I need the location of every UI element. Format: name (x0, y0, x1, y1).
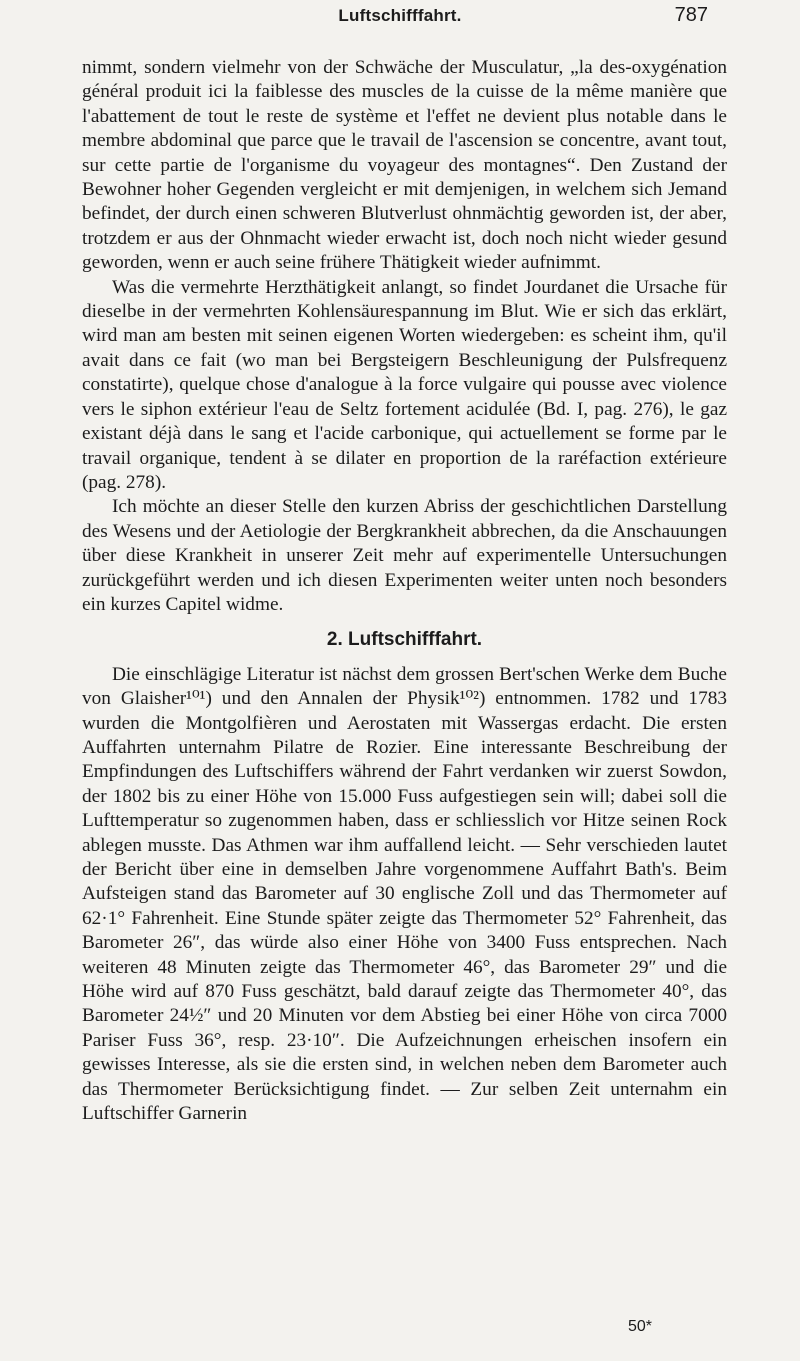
signature-mark: 50* (628, 1318, 653, 1335)
paragraph-abriss: Ich möchte an dieser Stelle den kurzen Abriss der geschichtlichen Darstellung des Wesens und der Aetiologie der Bergkrankheit abbrechen, da die Anschauungen über diese Krankheit in unserer Zeit mehr auf experimentelle Untersuchungen zurückgeführt werden und ich diesen Experimenten weiter unten noch besonders ein kurzes Capitel widme. (82, 496, 727, 615)
page-number: 787 (674, 4, 708, 26)
paragraph-jourdanet: Was die vermehrte Herzthätigkeit anlangt, so findet Jourdanet die Ursache für dieselbe in der vermehrten Kohlensäurespannung im Blut. Wie er sich das erklärt, wird man am besten mit seinen eigenen Worten wiedergeben: es scheint ihm, qu'il avait dans ce fait (wo man bei Bergsteigern Beschleunigung der Pulsfrequenz constatirte), quelque chose d'analogue à la force vulgaire qui pousse avec violence vers le siphon extérieur l'eau de Seltz fortement acidulée (Bd. I, pag. 276), le gaz existant déjà dans le sang et l'acide carbonique, qui actuellement se forme par le travail organique, tendent à se dilater en proportion de la raréfaction extérieure (pag. 278). (82, 276, 727, 493)
paragraph-continuation: nimmt, sondern vielmehr von der Schwäche der Musculatur, „la des-oxygénation général produit ici la faiblesse des muscles de la cuisse de la même manière que l'abattement de tout le reste de système et l'effet ne devient plus notable dans le membre abdominal que parce que le travail de l'ascension se concentre, avant tout, sur cette partie de l'organisme du voyageur des montagnes“. Den Zustand der Bewohner hoher Gegenden vergleicht er mit demjenigen, in welchem sich Jemand befindet, der durch einen schweren Blutverlust ohnmächtig geworden ist, der aber, trotzdem er aus der Ohnmacht wieder erwacht ist, doch noch nicht wieder gesund geworden, wenn er auch seine frühere Thätigkeit wieder aufnimmt. (82, 57, 727, 274)
running-title: Luftschifffahrt. (338, 6, 462, 25)
section-heading: 2. Luftschifffahrt. (326, 629, 483, 651)
paragraph-literatur: Die einschlägige Literatur ist nächst dem grossen Bert'schen Werke dem Buche von Glaisher¹⁰¹) und den Annalen der Physik¹⁰²) entnommen. 1782 und 1783 wurden die Montgolfièren und Aerostaten mit Wassergas erdacht. Die ersten Auffahrten unternahm Pilatre de Rozier. Eine interessante Beschreibung der Empfindungen des Luftschiffers während der Fahrt verdanken wir zuerst Sowdon, der 1802 bis zu einer Höhe von 15.000 Fuss aufgestiegen sein will; dabei soll die Lufttemperatur so zugenommen haben, dass er schliesslich vor Hitze seinen Rock ablegen musste. Das Athmen war ihm auffallend leicht. — Sehr verschieden lautet der Bericht über eine in demselben Jahre vorgenommene Auffahrt Bath's. Beim Aufsteigen stand das Barometer auf 30 englische Zoll und das Thermometer auf 62·1° Fahrenheit. Eine Stunde später zeigte das Thermometer 52° Fahrenheit, das Barometer 26″, das würde also einer Höhe von 3400 Fuss entsprechen. Nach weiteren 48 Minuten zeigte das Thermometer 46°, das Barometer 29″ und die Höhe wird auf 870 Fuss geschätzt, bald darauf zeigte das Thermometer 40°, das Barometer 24½″ und 20 Minuten vor dem Abstieg bei einer Höhe von circa 7000 Pariser Fuss 36°, resp. 23·10″. Die Aufzeichnungen erheischen insofern ein gewisses Interesse, als sie die ersten sind, in welchen neben dem Barometer auch das Thermometer Berücksichtigung findet. — Zur selben Zeit unternahm ein Luftschiffer Garnerin (82, 663, 727, 1125)
body-text (82, 56, 727, 1126)
